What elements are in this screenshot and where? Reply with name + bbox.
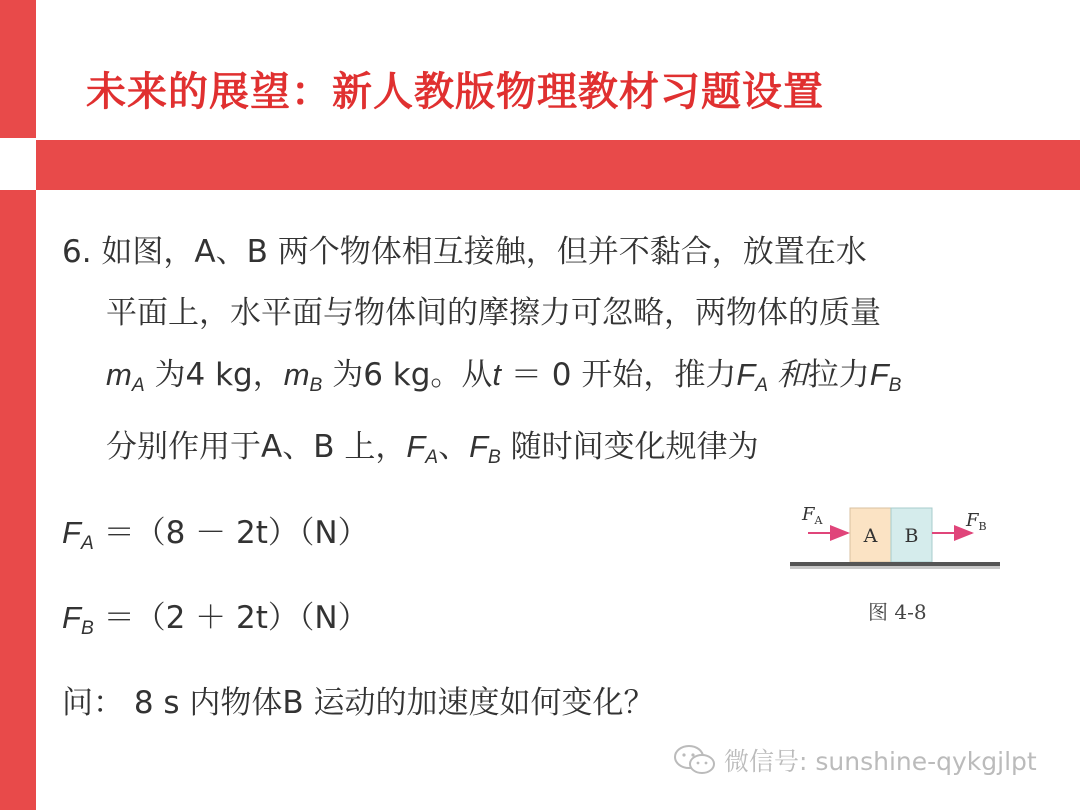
force-b-label: $F_B$ — [966, 510, 987, 533]
and-word: 和 — [768, 357, 808, 392]
equation-fa-rhs: ＝（8 － 2t）（N） — [93, 514, 369, 551]
ground-shadow — [790, 566, 1000, 569]
separator: 、 — [438, 428, 470, 465]
left-accent-bar-bottom — [0, 190, 36, 810]
watermark-text: 微信号: sunshine-qykgjlpt — [724, 747, 1037, 776]
pull-force-text: 拉力 — [807, 357, 870, 393]
mass-a-text: 为4 kg， — [144, 357, 284, 393]
figure-4-8 — [786, 500, 1006, 630]
question-line: 问： 8 s 内物体B 运动的加速度如何变化？ — [62, 685, 655, 722]
problem-content — [62, 222, 1022, 734]
mass-a-symbol: $m_A$ — [106, 357, 145, 396]
time-symbol: t — [492, 357, 502, 392]
wechat-icon — [672, 743, 718, 777]
header-band — [36, 140, 1080, 190]
left-accent-bar-top — [0, 0, 36, 138]
block-a-label: A — [863, 525, 878, 547]
equation-fb-rhs: ＝（2 ＋ 2t）（N） — [93, 600, 369, 637]
force-a-symbol: $F_A$ — [406, 428, 439, 468]
problem-line-4 — [62, 416, 1022, 488]
mass-b-symbol: $m_B$ — [283, 357, 323, 396]
watermark — [672, 742, 1037, 778]
block-diagram — [786, 500, 1006, 590]
apply-text: 分别作用于A、B 上， — [106, 428, 407, 465]
equation-fb-symbol: $F_B$ — [62, 600, 94, 640]
slide-title: 未来的展望：新人教版物理教材习题设置 — [86, 69, 824, 115]
force-b-symbol: $F_B$ — [869, 357, 902, 396]
force-a-symbol: $F_A$ — [736, 357, 769, 396]
problem-line-3 — [62, 344, 1022, 416]
rule-text: 随时间变化规律为 — [500, 428, 759, 465]
mass-b-text: 为6 kg。从 — [322, 357, 493, 393]
force-a-label: $F_A$ — [802, 504, 823, 527]
start-time-text: ＝ 0 开始，推力 — [501, 357, 737, 393]
block-b-label: B — [904, 525, 919, 547]
equation-fa-symbol: $F_A$ — [62, 514, 94, 554]
problem-line-1: 6. 如图，A、B 两个物体相互接触，但并不黏合，放置在水 — [62, 234, 867, 270]
figure-caption: 图 4-8 — [868, 600, 927, 624]
ground-line — [790, 562, 1000, 566]
problem-line-2: 平面上，水平面与物体间的摩擦力可忽略，两物体的质量 — [106, 295, 881, 331]
force-b-symbol: $F_B$ — [469, 428, 501, 468]
